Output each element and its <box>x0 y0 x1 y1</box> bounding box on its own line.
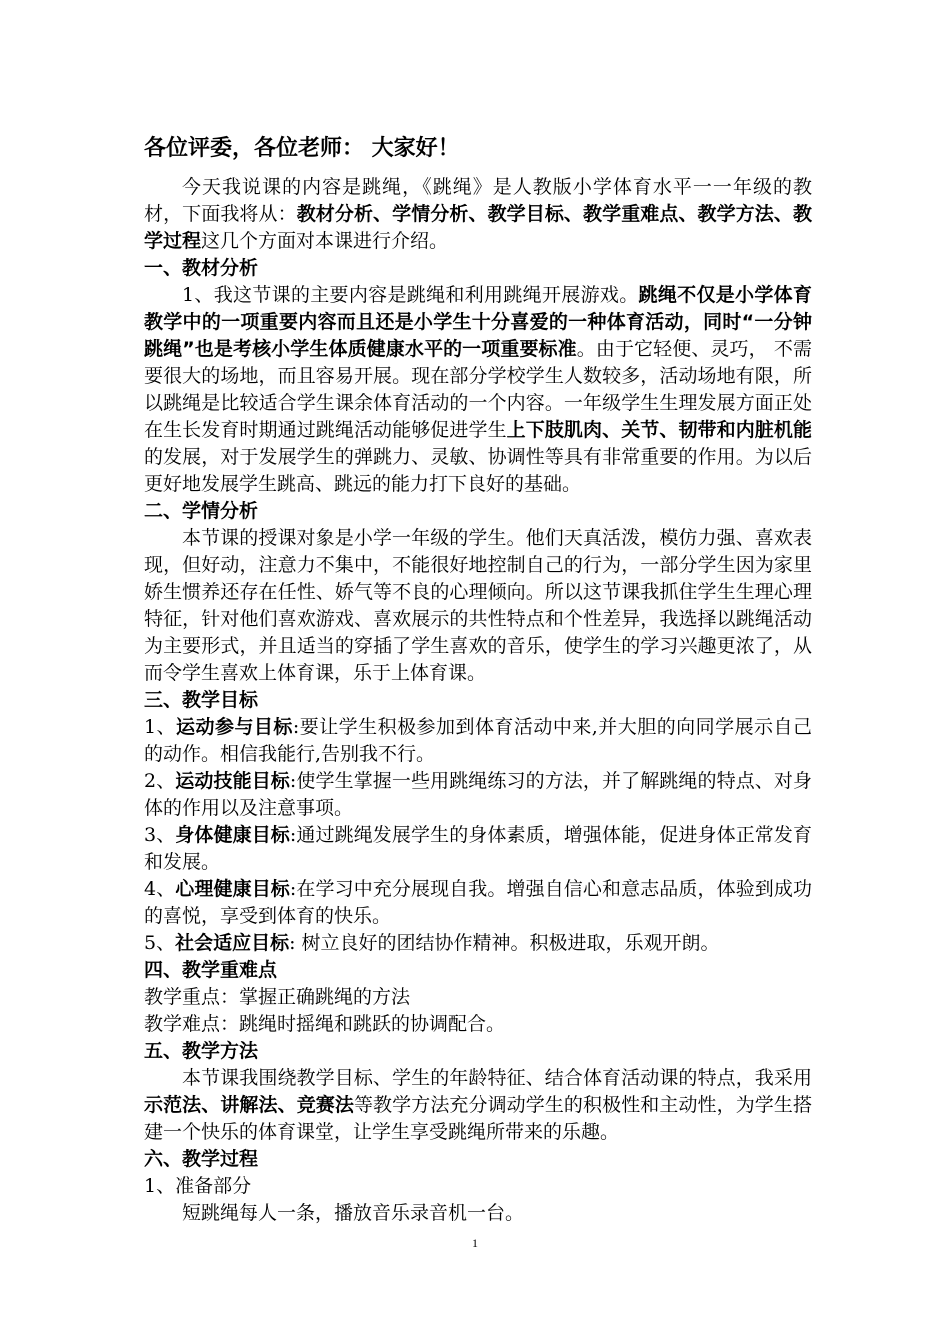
goal-label: 社会适应目标 <box>175 932 290 954</box>
process-subheading-preparation: 1、准备部分 <box>144 1175 252 1197</box>
methods-text-1: 本节课我围绕教学目标、学生的年龄特征、结合体育活动课的特点，我采用 <box>182 1067 812 1089</box>
section-heading-goals: 三、教学目标 <box>144 689 259 711</box>
greeting-title: 各位评委，各位老师： 大家好！ <box>144 136 460 161</box>
material-text-1: 1、我这节课的主要内容是跳绳和利用跳绳开展游戏。 <box>182 284 639 306</box>
material-text-3: 的发展，对于发展学生的弹跳力、灵敏、协调性等具有非常重要的作用。为以后更好地发展学生跳高、跳远的能力打下良好的基础。 <box>144 446 812 495</box>
goal-number: 3、 <box>144 824 176 846</box>
material-analysis-paragraph <box>144 282 812 498</box>
material-bold-2: 上下肢肌肉、关节、韧带和内脏机能 <box>506 419 812 441</box>
goal-text: :使学生掌握一些用跳绳练习的方法，并了解跳绳的特点、对身体的作用以及注意事项。 <box>144 770 812 819</box>
goal-text: :通过跳绳发展学生的身体素质，增强体能，促进身体正常发育和发展。 <box>144 824 812 873</box>
goal-text: : 树立良好的团结协作精神。积极进取，乐观开朗。 <box>289 932 720 954</box>
methods-bold: 示范法、讲解法、竞赛法 <box>144 1094 354 1116</box>
goal-item-4 <box>144 876 812 930</box>
material-bold-1: 跳绳不仅是小学体育教学中的一项重要内容而且还是小学生十分喜爱的一种体育活动，同时“一分钟跳绳”也是考核小学生体质健康水平的一项重要标准 <box>144 284 812 360</box>
intro-text-2: 这几个方面对本课进行介绍。 <box>201 230 449 252</box>
intro-bold-topics: 教材分析、学情分析、教学目标、教学重难点、教学方法、教学过程 <box>144 203 812 252</box>
section-heading-process: 六、教学过程 <box>144 1148 259 1170</box>
teaching-focus: 教学重点：掌握正确跳绳的方法 <box>144 986 411 1008</box>
teaching-difficulty: 教学难点：跳绳时摇绳和跳跃的协调配合。 <box>144 1013 506 1035</box>
goal-text: :要让学生积极参加到体育活动中来,并大胆的向同学展示自己的动作。相信我能行,告别我不行。 <box>144 716 812 765</box>
section-heading-material: 一、教材分析 <box>144 257 259 279</box>
section-heading-methods: 五、教学方法 <box>144 1040 259 1062</box>
goal-item-2 <box>144 768 812 822</box>
page-number: 1 <box>472 1236 478 1250</box>
goal-text: :在学习中充分展现自我。增强自信心和意志品质，体验到成功的喜悦，享受到体育的快乐。 <box>144 878 812 927</box>
student-analysis-paragraph: 本节课的授课对象是小学一年级的学生。他们天真活泼，模仿力强、喜欢表现，但好动，注意力不集中，不能很好地控制自己的行为，一部分学生因为家里娇生惯养还存在任性、娇气等不良的心理倾向。所以这节课我抓住学生生理心理特征，针对他们喜欢游戏、喜欢展示的共性特点和个性差异，我选择以跳绳活动为主要形式，并且适当的穿插了学生喜欢的音乐，使学生的学习兴趣更浓了，从而令学生喜欢上体育课，乐于上体育课。 <box>144 527 812 684</box>
methods-paragraph <box>144 1065 812 1146</box>
section-heading-students: 二、学情分析 <box>144 500 259 522</box>
goal-item-3 <box>144 822 812 876</box>
preparation-text: 短跳绳每人一条，播放音乐录音机一台。 <box>182 1202 525 1224</box>
goal-number: 1、 <box>144 716 177 738</box>
goal-item-5 <box>144 930 812 957</box>
intro-paragraph <box>144 174 812 255</box>
goal-item-1 <box>144 714 812 768</box>
section-heading-key-points: 四、教学重难点 <box>144 959 278 981</box>
goal-number: 2、 <box>144 770 176 792</box>
intro-text-1: 今天我说课的内容是跳绳，《跳绳》是人教版小学体育水平一一年级的教材，下面我将从： <box>144 176 812 225</box>
goal-label: 心理健康目标 <box>175 878 290 900</box>
material-text-2: 。由于它轻便、灵巧， 不需要很大的场地，而且容易开展。现在部分学校学生人数较多，活动场地有限，所以跳绳是比较适合学生课余体育活动的一个内容。一年级学生生理发展方面正处在生长发育时期通过跳绳活动能够促进学生 <box>144 338 812 441</box>
methods-text-2: 等教学方法充分调动学生的积极性和主动性，为学生搭建一个快乐的体育课堂，让学生享受跳绳所带来的乐趣。 <box>144 1094 812 1143</box>
document-page <box>144 134 812 1227</box>
goal-number: 4、 <box>144 878 176 900</box>
goal-label: 运动技能目标 <box>175 770 290 792</box>
goal-label: 身体健康目标 <box>175 824 290 846</box>
goal-label: 运动参与目标 <box>176 716 293 738</box>
goal-number: 5、 <box>144 932 176 954</box>
